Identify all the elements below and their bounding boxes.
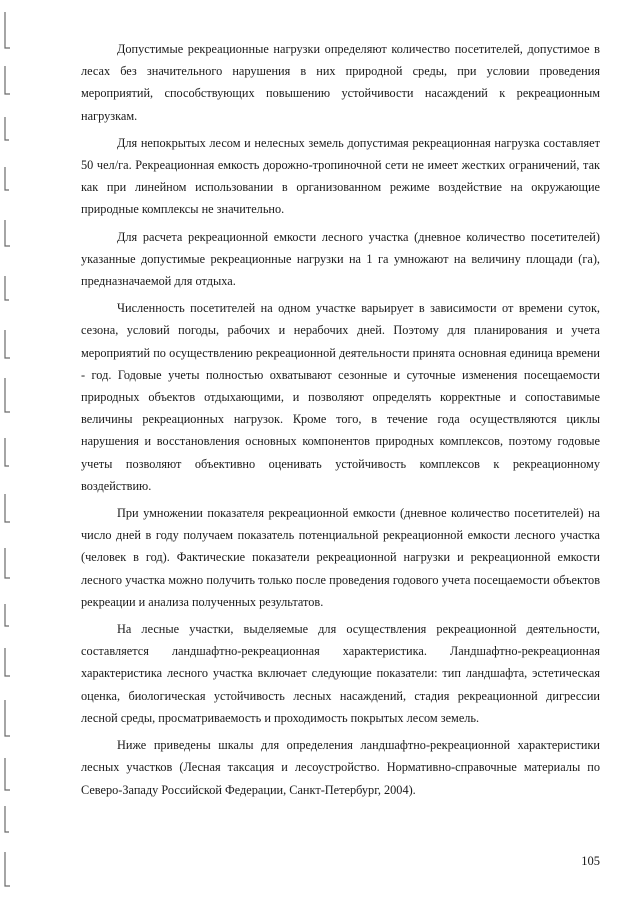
paragraph: Численность посетителей на одном участке варьирует в зависимости от времени суток, сезона, условий погоды, рабочих и нерабочих дней. Поэтому для планирования и учета мероприятий по осуществлению рекреационной деятельности принята основная единица времени - год. Годовые учеты полностью охватывают сезонные и суточные изменения посещаемости природных объектов отдыхающими, и позволяют определять корректные и сопоставимые величины рекреационных нагрузок. Кроме того, в течение года осуществляются циклы нарушения и восстановления основных компонентов природных комплексов, поэтому годовые учеты позволяют объективно оценивать устойчивость комплексов к рекреационному воздействию. (81, 301, 600, 493)
paragraph: При умножении показателя рекреационной емкости (дневное количество посетителей) на число дней в году получаем показатель потенциальной рекреационной емкости лесного участка (человек в год). Фактические показатели рекреационной нагрузки и рекреационной емкости лесного участка можно получить только после проведения годового учета посещаемости объектов рекреации и анализа полученных результатов. (81, 506, 600, 609)
paragraph: На лесные участки, выделяемые для осуществления рекреационной деятельности, составляется ландшафтно-рекреационная характеристика. Ландшафтно-рекреационная характеристика лесного участка включает следующие показатели: тип ландшафта, эстетическая оценка, биологическая устойчивость лесных насаждений, стадия рекреационной дигрессии лесной среды, просматриваемость и проходимость покрытых лесом земель. (81, 622, 600, 725)
paragraph-scale-reference: Ниже приведены шкалы для определения ландшафтно-рекреационной характеристики лесных участков (Лесная таксация и лесоустройство. Нормативно-справочные материалы по Северо-Западу Российской Федерации, Санкт-Петербург, 2004). (81, 738, 600, 797)
paragraph: Для непокрытых лесом и нелесных земель допустимая рекреационная нагрузка составляет 50 чел/га. Рекреационная емкость дорожно-тропиночной сети не имеет жестких ограничений, так как при линейном использовании в организованном режиме воздействие на окружающие природные комплексы не значительно. (81, 135, 600, 217)
paragraph: Для расчета рекреационной емкости лесного участка (дневное количество посетителей) указанные допустимые рекреационные нагрузки на 1 га умножают на величину площади (га), предназначаемой для отдыха. (81, 229, 600, 289)
paragraph: Допустимые рекреационные нагрузки определяют количество посетителей, допустимое в лесах без значительного нарушения в них природной среды, при условии проведения мероприятий, способствующих повышению устойчивости насаждений к рекреационным нагрузкам. (81, 42, 600, 123)
page-number: 105 (581, 854, 600, 868)
binding-margin-marks (0, 0, 20, 905)
body-text (81, 38, 600, 806)
